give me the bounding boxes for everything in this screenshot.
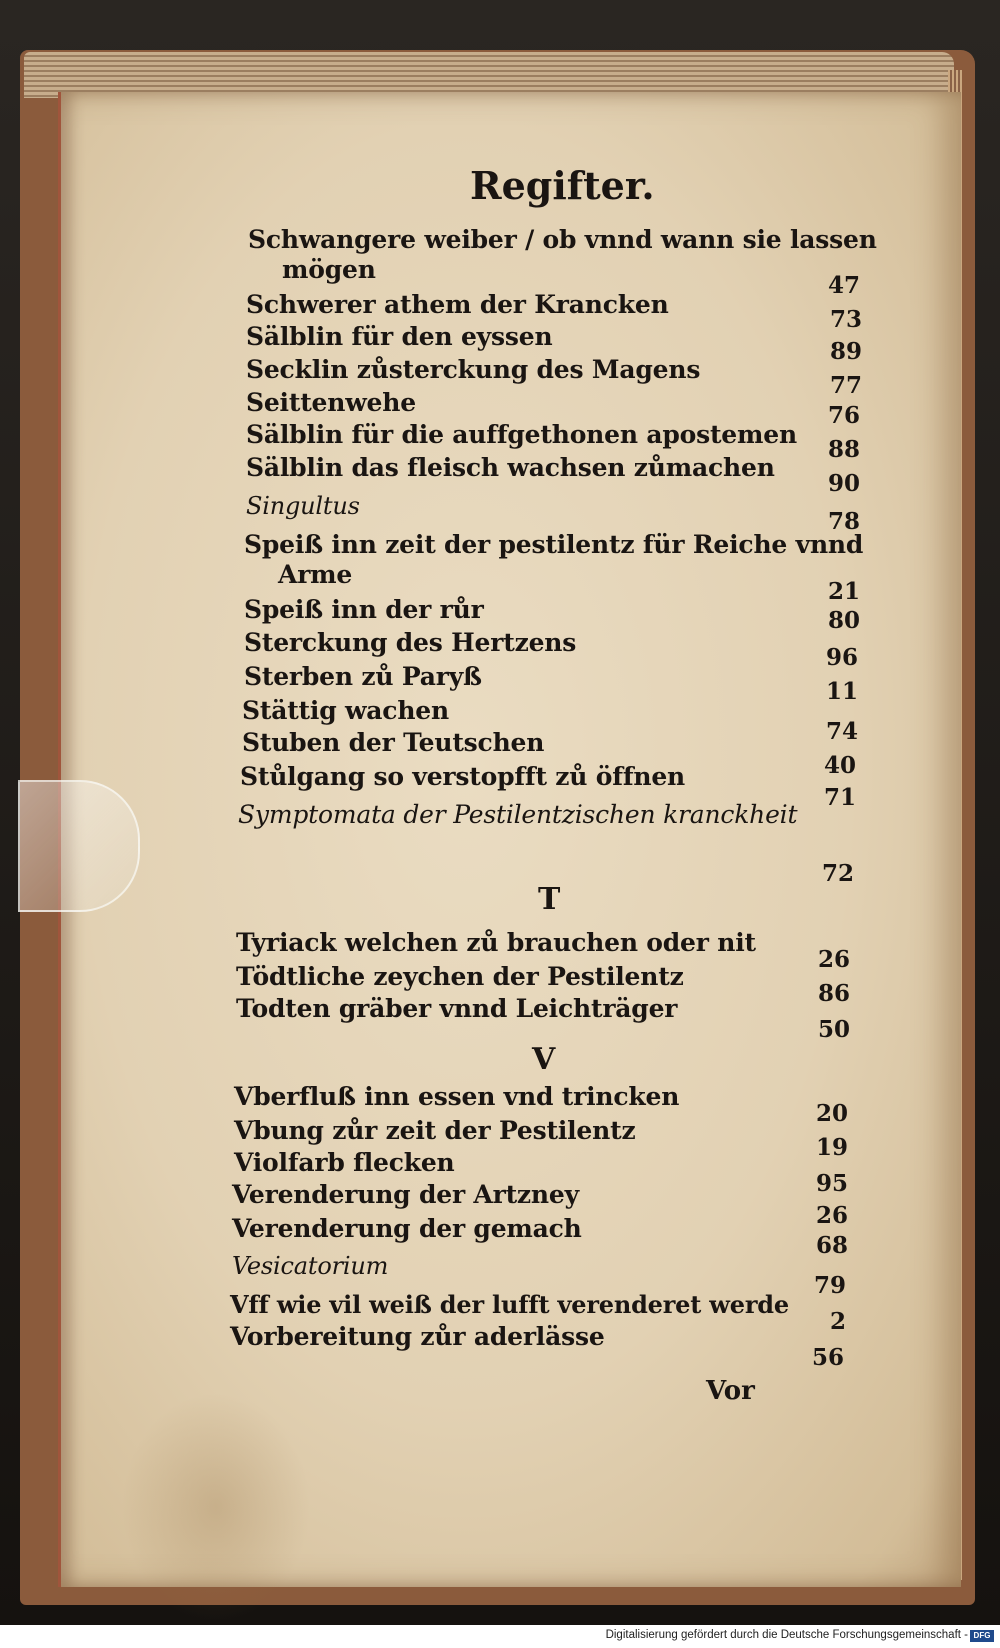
entry-page-number: 11 [825,678,858,705]
dfg-logo: DFG [970,1630,994,1642]
entry-page-number: 56 [811,1344,844,1371]
entry-page-number: 73 [829,306,862,333]
entry-page-number: 19 [815,1134,848,1161]
entry-text: Speiß inn der růr [244,595,484,624]
entry-text: Vff wie vil weiß der lufft verenderet werde [230,1290,789,1319]
entry-text: Sterckung des Hertzens [244,628,577,657]
entry-page-number: 74 [825,718,858,745]
entry-text: Vberfluß inn essen vnd trincken [234,1082,680,1111]
entry-page-number: 96 [825,644,858,671]
entry-page-number: 68 [815,1232,848,1259]
entry-page-number: 76 [827,402,860,429]
entry-text: Sälblin für den eyssen [246,322,553,351]
entry-text: Vbung zůr zeit der Pestilentz [234,1116,636,1145]
entry-page-number: 50 [817,1016,850,1043]
entry-text: Violfarb flecken [234,1148,455,1177]
entry-page-number: 2 [829,1308,846,1335]
entry-text: Tyriack welchen zů brauchen oder nit [236,928,756,957]
section-letter-t: T [538,882,561,917]
entry-page-number: 95 [815,1170,848,1197]
entry-page-number: 47 [827,272,860,299]
entry-page-number: 26 [815,1202,848,1229]
entry-page-number: 77 [829,372,862,399]
register-title: Regifter. [470,163,655,208]
entry-text: Stuben der Teutschen [242,728,545,757]
catchword: Vor [706,1376,755,1406]
entry-page-number: 89 [829,338,862,365]
entry-text: Schwangere weiber / ob vnnd wann sie lassen [248,225,877,254]
entry-page-number: 72 [821,860,854,887]
entry-text: Stättig wachen [242,696,449,725]
entry-page-number: 78 [827,508,860,535]
entry-text: Todten gräber vnnd Leichträger [236,994,678,1023]
section-letter-v: V [532,1042,556,1077]
entry-page-number: 88 [827,436,860,463]
entry-page-number: 80 [827,607,860,634]
entry-page-number: 86 [817,980,850,1007]
entry-page-number: 20 [815,1100,848,1127]
entry-text: Sälblin für die auffgethonen apostemen [246,420,797,449]
entry-text: Singultus [246,492,360,520]
entry-text: Secklin zůsterckung des Magens [246,355,701,384]
entry-text: Verenderung der Artzney [232,1180,579,1209]
entry-page-number: 90 [827,470,860,497]
entry-text: Speiß inn zeit der pestilentz für Reiche vnnd [244,530,864,559]
entry-continuation: Arme [278,560,353,589]
digitization-credit: Digitalisierung gefördert durch die Deutsche Forschungsgemeinschaft - [605,1629,968,1641]
entry-text: Tödtliche zeychen der Pestilentz [236,962,684,991]
entry-text: Symptomata der Pestilentzischen kranckheit [238,800,798,829]
entry-text: Vorbereitung zůr aderlässe [230,1322,605,1351]
entry-page-number: 21 [827,578,860,605]
entry-text: Sälblin das fleisch wachsen zůmachen [246,453,775,482]
entry-page-number: 79 [813,1272,846,1299]
entry-text: Seittenwehe [246,388,416,417]
entry-continuation: mögen [282,255,376,284]
entry-page-number: 40 [823,752,856,779]
entry-text: Sterben zů Paryß [244,662,482,691]
entry-text: Schwerer athem der Krancken [246,290,669,319]
entry-text: Stůlgang so verstopfft zů öffnen [240,762,686,791]
entry-text: Verenderung der gemach [232,1214,582,1243]
entry-page-number: 71 [823,784,856,811]
entry-page-number: 26 [817,946,850,973]
entry-text: Vesicatorium [232,1252,389,1280]
